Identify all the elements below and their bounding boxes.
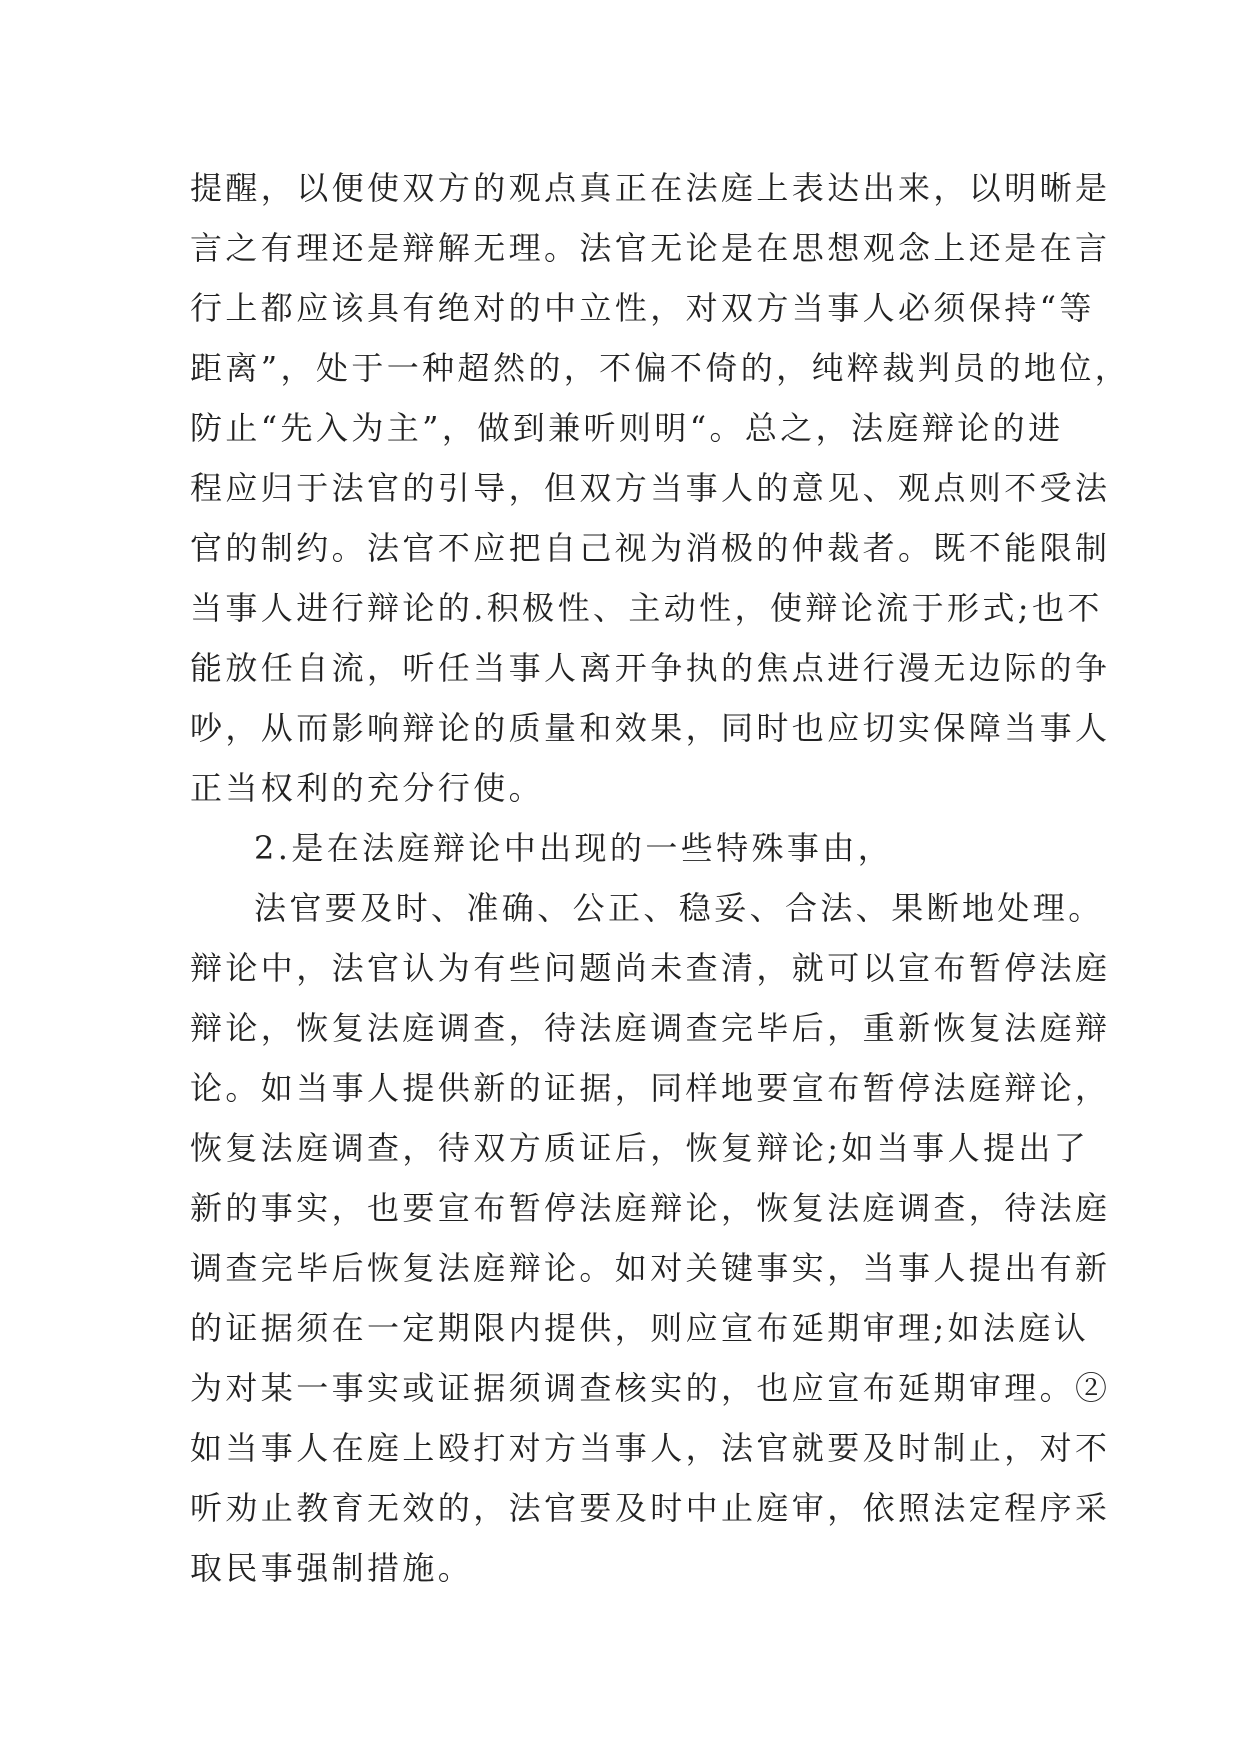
text-line: 听劝止教育无效的，法官要及时中止庭审，依照法定程序采 xyxy=(190,1489,1111,1527)
body-text xyxy=(190,158,1131,1598)
text-line: 辩论中，法官认为有些问题尚未查清，就可以宣布暂停法庭 xyxy=(190,949,1111,987)
text-line: 新的事实，也要宣布暂停法庭辩论，恢复法庭调查，待法庭 xyxy=(190,1189,1111,1227)
text-line: 论。如当事人提供新的证据，同样地要宣布暂停法庭辩论， xyxy=(190,1069,1111,1107)
text-line: 为对某一事实或证据须调查核实的，也应宣布延期审理。② xyxy=(190,1369,1111,1407)
text-line: 的证据须在一定期限内提供，则应宣布延期审理;如法庭认 xyxy=(190,1309,1090,1347)
text-line: 正当权利的充分行使。 xyxy=(190,769,545,807)
text-line: 调查完毕后恢复法庭辩论。如对关键事实，当事人提出有新 xyxy=(190,1249,1111,1287)
text-line: 吵，从而影响辩论的质量和效果，同时也应切实保障当事人 xyxy=(190,709,1111,747)
text-line: 提醒，以便使双方的观点真正在法庭上表达出来，以明晰是 xyxy=(190,169,1111,207)
text-line: 取民事强制措施。 xyxy=(190,1549,474,1587)
text-line: 距离”，处于一种超然的，不偏不倚的，纯粹裁判员的地位， xyxy=(190,349,1131,387)
text-line: 如当事人在庭上殴打对方当事人，法官就要及时制止，对不 xyxy=(190,1429,1111,1467)
text-line: 官的制约。法官不应把自己视为消极的仲裁者。既不能限制 xyxy=(190,529,1111,567)
text-line: 能放任自流，听任当事人离开争执的焦点进行漫无边际的争 xyxy=(190,649,1111,687)
text-line: 行上都应该具有绝对的中立性，对双方当事人必须保持“等 xyxy=(190,289,1095,327)
section-heading: 2.是在法庭辩论中出现的一些特殊事由， xyxy=(254,829,894,867)
text-line: 防止“先入为主”，做到兼听则明“。总之，法庭辩论的进 xyxy=(190,409,1064,447)
text-line: 恢复法庭调查，待双方质证后，恢复辩论;如当事人提出了 xyxy=(190,1129,1090,1167)
text-line: 言之有理还是辩解无理。法官无论是在思想观念上还是在言 xyxy=(190,229,1111,267)
text-line: 辩论，恢复法庭调查，待法庭调查完毕后，重新恢复法庭辩 xyxy=(190,1009,1111,1047)
text-line: 程应归于法官的引导，但双方当事人的意见、观点则不受法 xyxy=(190,469,1111,507)
text-line: 当事人进行辩论的.积极性、主动性，使辩论流于形式;也不 xyxy=(190,589,1103,627)
text-line: 法官要及时、准确、公正、稳妥、合法、果断地处理。 xyxy=(254,889,1104,927)
